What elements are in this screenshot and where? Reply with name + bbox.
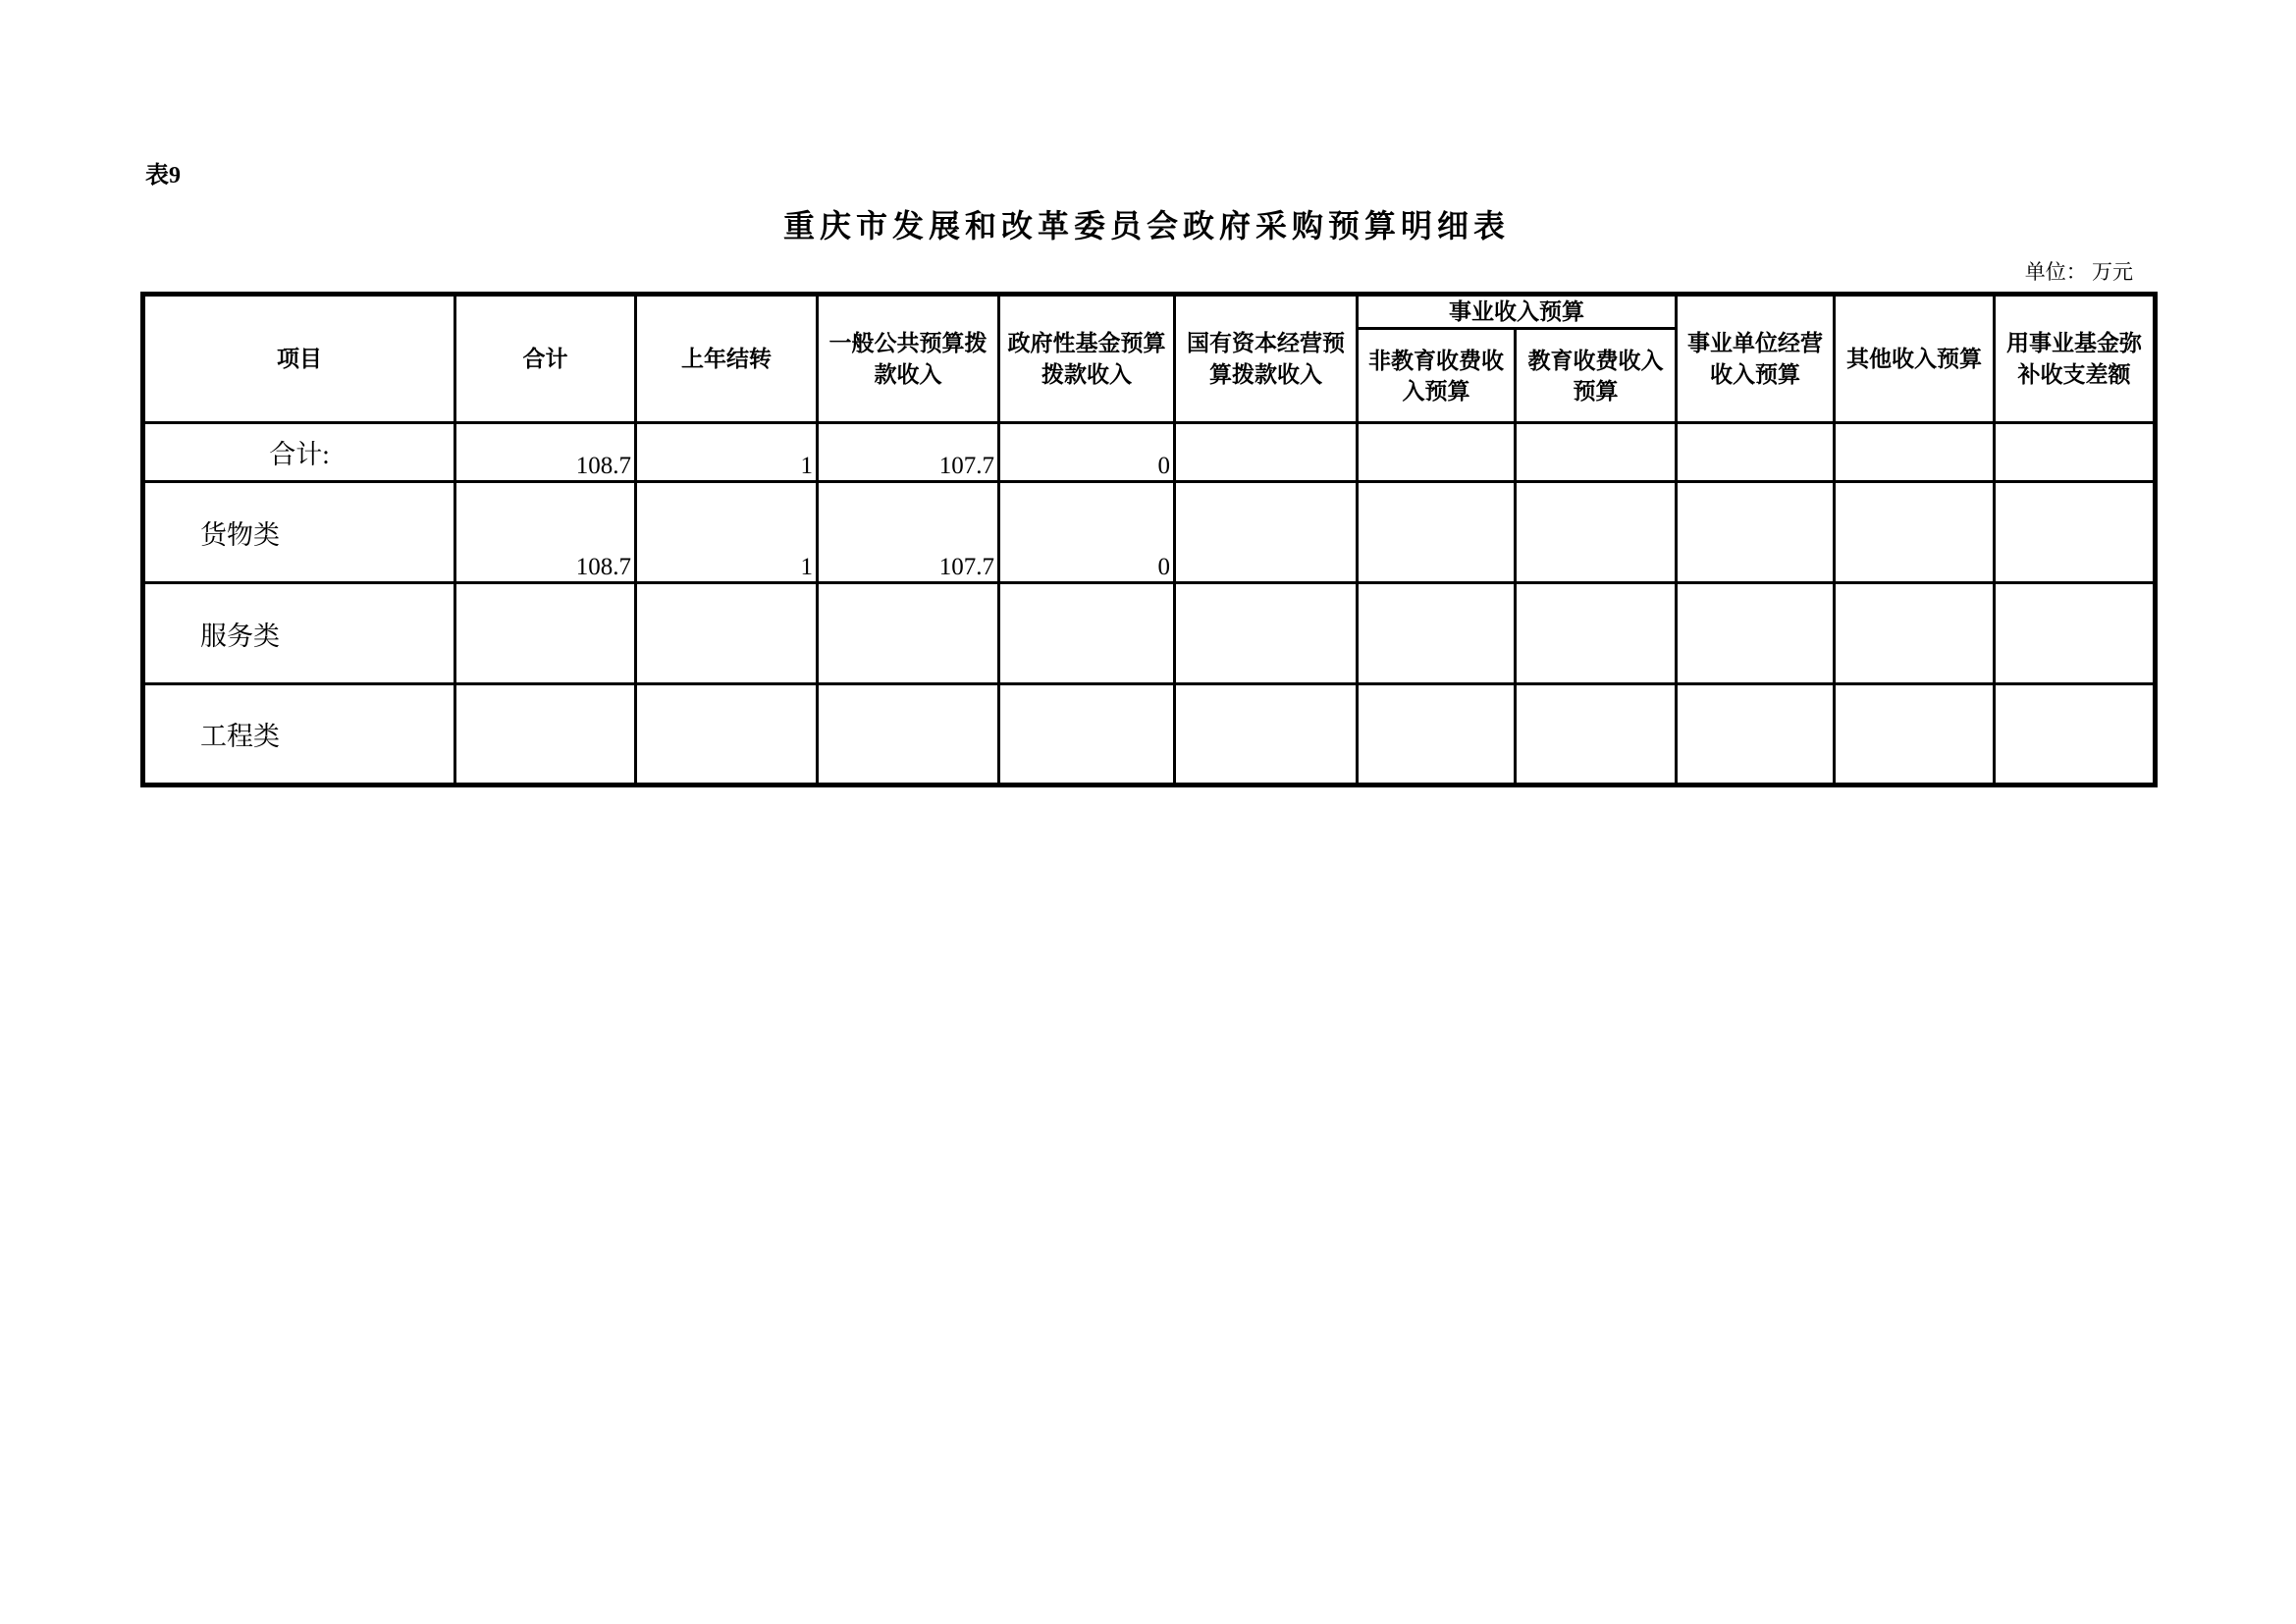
cell-prev-year-carryover: 1 [636,423,818,482]
cell-business-unit-operating [1677,423,1835,482]
cell-prev-year-carryover [636,583,818,684]
table-row-goods [143,482,2156,583]
cell-other-income [1835,423,1995,482]
table-row-total [143,423,2156,482]
cell-business-fund-balance [1995,684,2156,785]
column-header-edu-fee-income: 教育收费收入预算 [1516,329,1677,423]
column-header-govt-fund-budget: 政府性基金预算拨款收入 [999,295,1175,423]
page-title: 重庆市发展和改革委员会政府采购预算明细表 [782,208,1510,244]
cell-other-income [1835,482,1995,583]
cell-other-income [1835,684,1995,785]
table-row-services [143,583,2156,684]
cell-edu-fee-income [1516,684,1677,785]
column-header-state-capital-budget: 国有资本经营预算拨款收入 [1175,295,1358,423]
cell-business-fund-balance [1995,423,2156,482]
cell-general-public-budget [818,684,999,785]
cell-other-income [1835,583,1995,684]
column-header-business-unit-operating: 事业单位经营收入预算 [1677,295,1835,423]
cell-non-edu-fee-income [1358,423,1516,482]
cell-govt-fund-budget: 0 [999,482,1175,583]
column-header-other-income: 其他收入预算 [1835,295,1995,423]
cell-business-fund-balance [1995,482,2156,583]
cell-state-capital-budget [1175,583,1358,684]
cell-total: 108.7 [455,423,636,482]
cell-edu-fee-income [1516,423,1677,482]
cell-prev-year-carryover: 1 [636,482,818,583]
cell-business-unit-operating [1677,482,1835,583]
cell-business-unit-operating [1677,684,1835,785]
cell-edu-fee-income [1516,583,1677,684]
cell-general-public-budget [818,583,999,684]
column-header-business-income-group: 事业收入预算 [1358,295,1677,329]
cell-edu-fee-income [1516,482,1677,583]
table-row-engineering [143,684,2156,785]
cell-non-edu-fee-income [1358,684,1516,785]
cell-non-edu-fee-income [1358,583,1516,684]
column-header-prev-year-carryover: 上年结转 [636,295,818,423]
column-header-total: 合计 [455,295,636,423]
row-label: 服务类 [143,583,455,684]
table-number-label: 表9 [145,163,181,189]
column-header-business-fund-balance: 用事业基金弥补收支差额 [1995,295,2156,423]
cell-non-edu-fee-income [1358,482,1516,583]
cell-prev-year-carryover [636,684,818,785]
cell-business-unit-operating [1677,583,1835,684]
column-header-item: 项目 [143,295,455,423]
cell-total [455,583,636,684]
procurement-budget-table [140,292,2158,787]
cell-govt-fund-budget [999,583,1175,684]
row-label: 合计: [143,423,455,482]
column-header-general-public-budget: 一般公共预算拨款收入 [818,295,999,423]
cell-total: 108.7 [455,482,636,583]
cell-general-public-budget: 107.7 [818,482,999,583]
cell-business-fund-balance [1995,583,2156,684]
cell-state-capital-budget [1175,684,1358,785]
cell-govt-fund-budget: 0 [999,423,1175,482]
cell-govt-fund-budget [999,684,1175,785]
cell-state-capital-budget [1175,423,1358,482]
cell-general-public-budget: 107.7 [818,423,999,482]
unit-note: 单位： 万元 [2024,260,2133,284]
cell-state-capital-budget [1175,482,1358,583]
header-row-group [143,295,2156,329]
row-label: 货物类 [143,482,455,583]
cell-total [455,684,636,785]
row-label: 工程类 [143,684,455,785]
column-header-non-edu-fee-income: 非教育收费收入预算 [1358,329,1516,423]
